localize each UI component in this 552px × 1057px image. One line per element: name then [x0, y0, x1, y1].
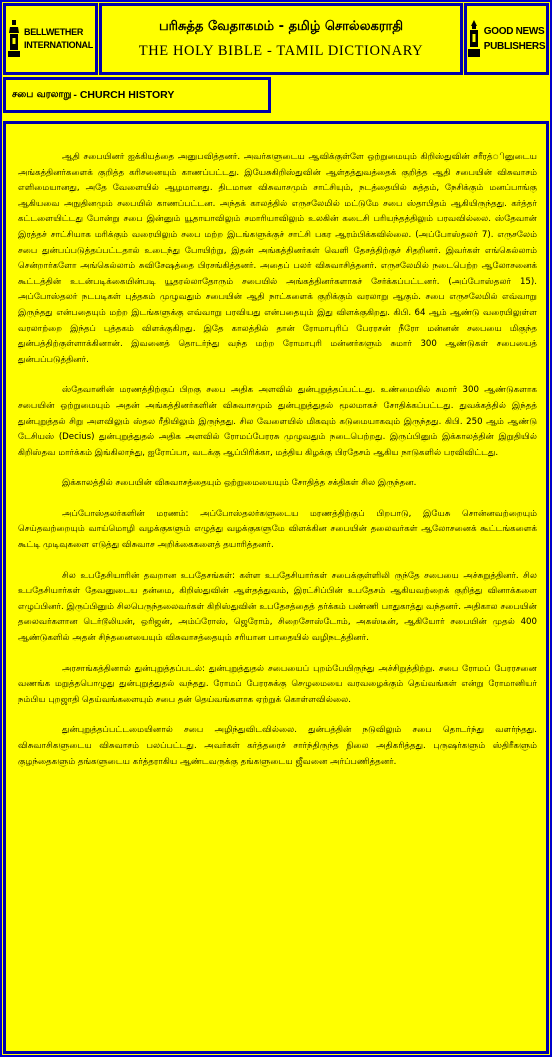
section-title-tamil: சபை வரலாறு	[12, 89, 72, 100]
good-news-logo	[464, 3, 549, 75]
logo-line: PUBLISHERS	[483, 41, 546, 52]
logo-line: INTERNATIONAL	[24, 40, 93, 50]
title-tamil: பரிசுத்த வேதாகமம் - தமிழ் சொல்லகராதி	[158, 19, 403, 34]
title-english: THE HOLY BIBLE - TAMIL DICTIONARY	[138, 43, 424, 59]
header-title	[99, 3, 463, 75]
bell-tower-icon	[8, 20, 20, 58]
section-title	[3, 77, 271, 113]
bellwether-logo	[3, 3, 98, 75]
paragraph: அரசாங்கத்தினால் துன்புறுத்தப்படல்: துன்புறுத்துதல் சபையைப் புறம்பேயிருந்து அச்சிறுத்திற்று. சபை ரோமப் பேரரசனை வணங்க மறுத்தபொழுது துன்புறுத்துதல் வந்தது. ரோமப் பேரரசுக்கு செழுமையை வரவழைக்கும் தெய்வங்கள் என்று ரோமானியர் நம்பிய புறஜாதி தெய்வங்களையும் சபை தன் தெய்வங்களாக ஏற்றுக் கொள்ளவில்லை.	[18, 663, 537, 705]
logo-line: BELLWETHER	[24, 27, 84, 37]
paragraph: இக்காலத்தில் சபையின் விசுவாசத்தையும் ஒற்றுமையையும் சோதித்த சக்திகள் சில இருந்தன.	[62, 478, 417, 489]
lamp-icon	[468, 20, 480, 58]
paragraph: ஆதி சபையினர் ஐக்கியத்தை அனுபவித்தனர். அவர்களுடைய ஆவிக்குள்ளே ஒற்றுமையும் கிறிஸ்துவின் சரீரத்ினுடைய அங்கத்தினர்களைக் குறித்த கரிசனையும் காணப்பட்டது. இயேசுகிறிஸ்துவின் ஆள்தத்துவத்தைக் குறித்த ஆதி சபையின் விசுவாசம் எளிமையானது, அதே வேளையில் ஆழமானது. திடமான விசுவாசமும் சாட்சியும், நடத்தையில் சுத்தம், நேசிக்கும் மனப்பாங்கு ஆகியவை அநுதினமும் சபையில் காணப்பட்டன. அந்தக் காலத்தில் எருசலேமில் மட்டுமே சபை ஸ்தாபிதம் ஆகியிருந்தது. கர்த்தர் கட்டளையிட்டது போன்று சபை இன்னும் யூதாயாவிலும் சமாரியாவிலும் உலகின் கடைசி பரியந்தத்திலும் பரவவில்லை. ஸ்தேவான் இரத்தச் சாட்சியாக மரிக்கும் வரையிலும் சபை மற்ற இடங்களுக்குச் சாட்சி பகர ஆரம்பிக்கவில்லை. (அப்போஸ்தலர் 7). எருசலேம் சபை துன்பப்படுத்தப்பட்டதால் உடைந்து போயிற்று, இதன் அங்கத்தினர்கள் வெளி தேசத்திற்குச் சிதறினர். இவர்கள் எங்கெல்லாம் சென்றார்களோ அங்கெல்லாம் சுவிசேஷத்தை பிரசங்கித்தனர். அதைப் பலர் விசுவாசித்தனர். எருசலேமில் நடைபெற்ற ஆலோசனைக் கூட்டத்தின் உடன்படிக்கையின்படி யூதரல்லாதோரும் சபையில் அங்கத்தினர்களாகச் சேர்க்கப்பட்டனர். (அப்போஸ்தலர் 15). அப்போஸ்தலர் நடபடிகள் புத்தகம் முழுவதும் சபையின் ஆதி நாட்களைக் குறிக்கும் வரலாறு ஆகும். சபை எருசலேமில் எவ்வாறு இருந்தது என்பதையும் மற்ற இடங்களுக்கு எவ்வாறு பரவியது என்பதையும் இது விளக்குகிறது. கிபி. 64 ஆம் ஆண்டு வரையிலுள்ள வரலாற்றை இந்தப் புத்தகம் விளக்குகிறது. இதே காலத்தில் தான் ரோமாபுரிப் பேரரசன் நீரோ மன்னன் சபையை மிகுந்த துன்பத்திற்குள்ளாக்கினான். இவனைத் தொடர்ந்து வந்த மற்ற ரோமாபுரி மன்னர்களும் சுமார் 300 ஆண்டுகள் சபையைத் துன்பப்படுத்தினர்.	[18, 152, 537, 365]
good-news-logo-text	[484, 24, 545, 54]
content-area	[3, 121, 549, 1054]
bellwether-logo-text	[24, 26, 93, 52]
logo-line: GOOD NEWS	[483, 26, 545, 37]
paragraph: ஸ்தேவானின் மரணத்திற்குப் பிறகு சபை அதிக அளவில் துன்புறுத்தப்பட்டது. உண்மையில் சுமார் 300 ஆண்டுகளாக சபையின் ஒற்றுமையும் அதன் அங்கத்தினர்களின் விசுவாசமும் துன்புறுத்துதல் மூலமாகச் சோதிக்கப்பட்டது. துவக்கத்தில் இந்தத் துன்புறுத்தல் சிறு அளவிலும் ஸ்தல ரீதியிலும் இருந்தது. சில வேளையில் மிகவும் கடுமையாகவும் இருந்தது. கிபி. 250 ஆம் ஆண்டு டேசியஸ் (Decius) துன்புறுத்துதல் அதிக அளவில் ரோமப்பேரரசு முழுவதும் நடைபெற்றது. இருப்பினும் இக்காலத்தின் இறுதியில் கிறிஸ்தவ மார்க்கம் இங்கிலாந்து, ஐரோப்பா, வடக்கு ஆப்பிரிக்கா, மத்திய கிழக்கு பிரதேசம் ஆகிய நாடுகளில் பரவிவிட்டது.	[18, 385, 537, 458]
paragraph: சில உபதேசியாரின் தவறான உபதேசங்கள்: கள்ள உபதேசியார்கள் சபைக்குள்ளிலி ருந்தே சபையை அச்சுறுத்தினர். சில உபதேசியார்கள் தேவனுடைய தன்மை, கிறிஸ்துவின் ஆள்தத்துவம், இரட்சிப்பின் உபதேசம் ஆகியவற்றைக் குறித்து வினாக்களை எழுப்பினர். இருப்பினும் சிலபெருந்தலைவர்கள் கிறிஸ்துவின் உபதேசத்தைத் தர்க்கம் பண்ணி பாதுகாத்து வந்தனர். அதிகால சபையின் தலைவர்களான டெர்டூலியன், ஒரிஜன், அம்ப்ரோஸ், ஜெரோம், சிறைசோஸ்டோம், அகஸ்டீன், ஆகியோர் சபையின் முதல் 400 ஆண்டுகளில் அதன் சிந்தனையையும் விசுவாசத்தையும் சரியான பாதையில் வழிநடத்தினர்.	[18, 570, 537, 644]
paragraph: அப்போஸ்தலர்களின் மரணம்: அப்போஸ்தலர்களுடைய மரணத்திற்குப் பிறபாடு, இயேசு சொன்னவற்றையும் செய்தவற்றையும் வாய்மொழி வழக்குகளும் எழுத்து வழக்குகளுமே விளக்கின சபையின் தலைவர்கள் ஆலோசனைக் கூட்டங்களைக் கூட்டி முடிவுகளை எடுத்து விசுவாச அறிக்கைகளைத் தயாரித்தனர்.	[18, 508, 537, 551]
paragraph: துன்புறுத்தப்பட்டமையினால் சபை அழிந்துவிடவில்லை. துன்பத்தின் நடுவிலும் சபை தொடர்ந்து வளர்ந்தது. விசுவாசிகளுடைய விசுவாசம் பலப்பட்டது. அவர்கள் கர்த்தரைச் சார்ந்திருந்த நிலை அதிகரித்தது. புருஷர்களும் ஸ்திரீகளும் குழந்தைகளும் தங்களுடைய கர்த்தராகிய ஆண்டவருக்கு தங்களுடைய ஜீவனை அர்ப்பணித்தனர்.	[18, 725, 537, 767]
section-title-english: - CHURCH HISTORY	[73, 89, 175, 101]
